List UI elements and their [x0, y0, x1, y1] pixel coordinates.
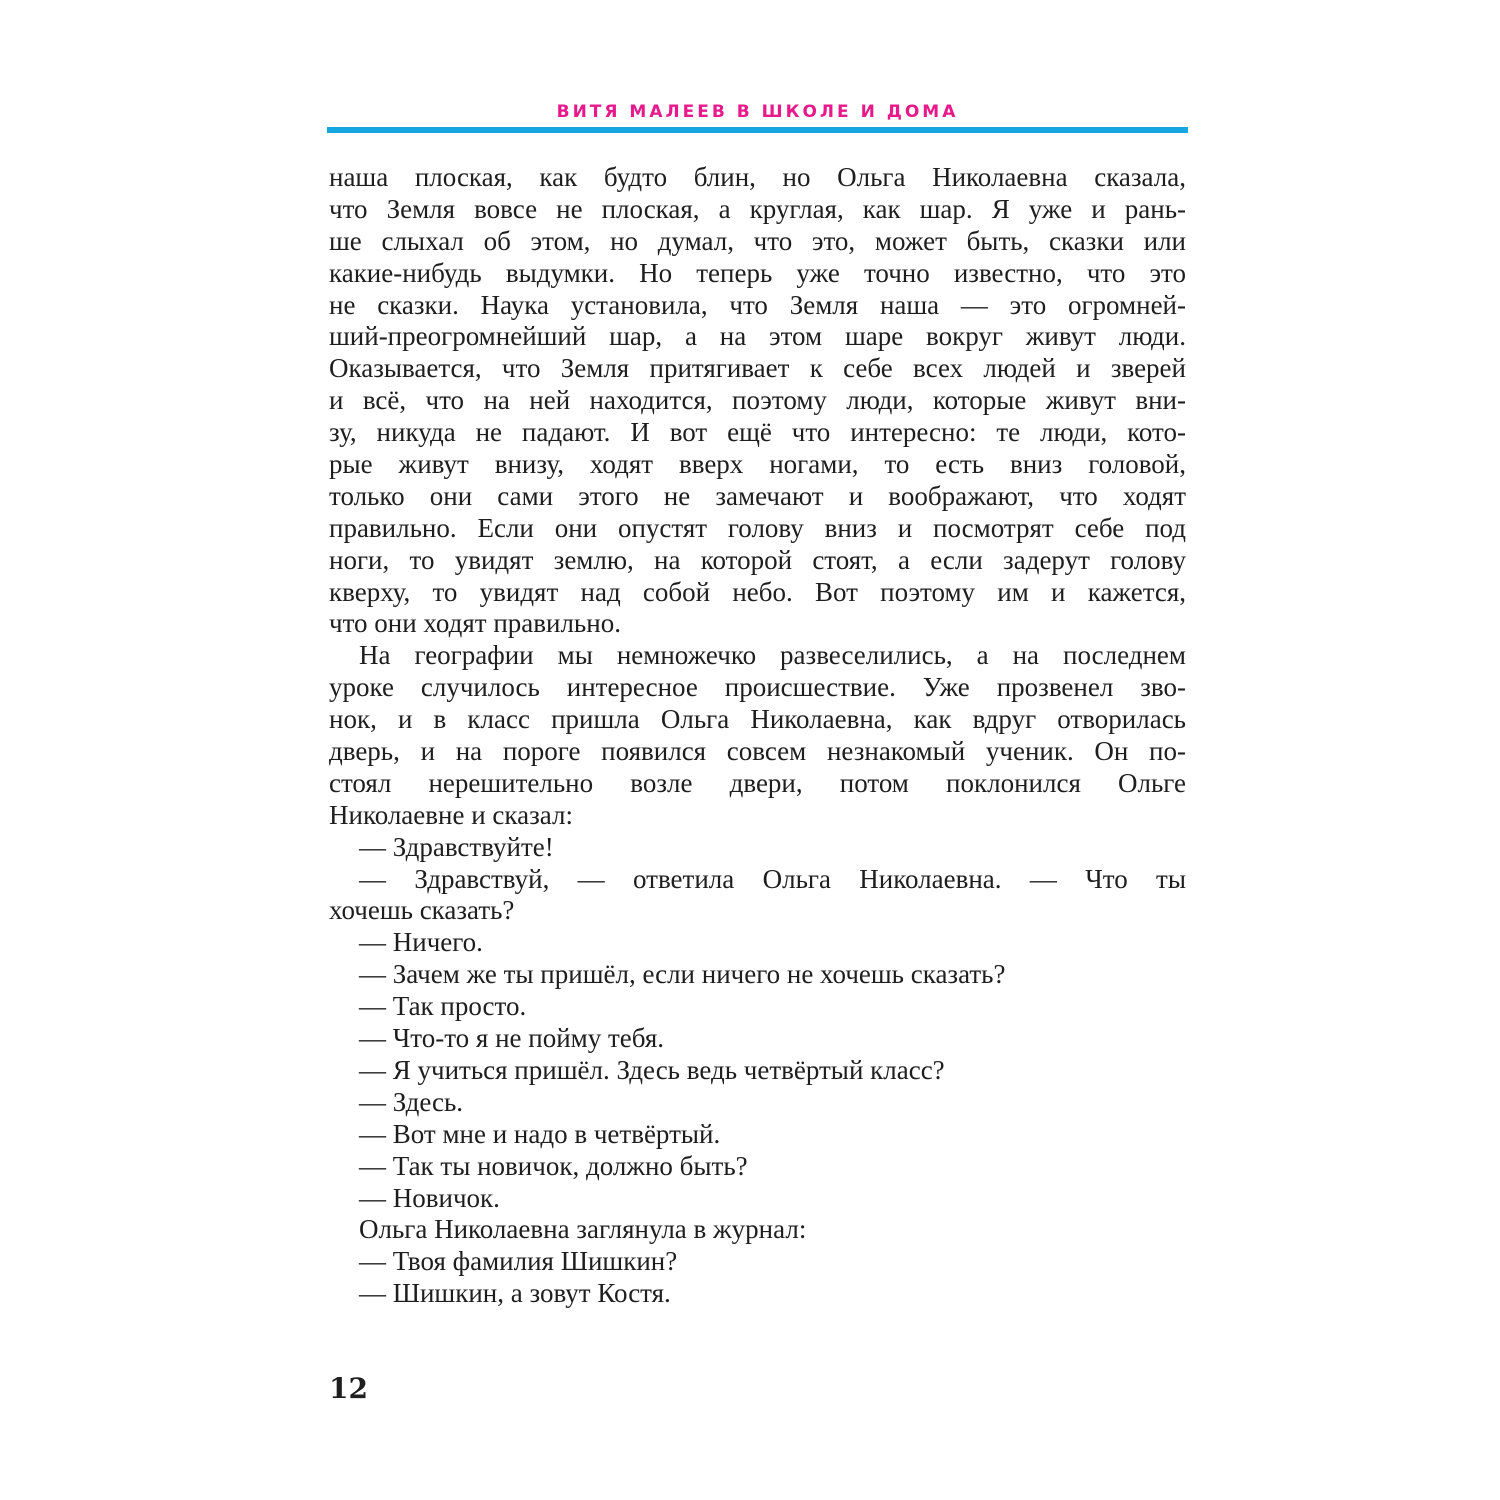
page-number: 12	[329, 1372, 368, 1405]
dialogue-line: — Я учиться пришёл. Здесь ведь четвёртый класс?	[359, 1054, 945, 1085]
text-line: стоял нерешительно возле двери, потом поклонился Ольге	[329, 767, 1186, 798]
dialogue-line: — Так ты новичок, должно быть?	[359, 1150, 748, 1181]
paragraph-start-line: На географии мы немножечко развеселились, а на последнем	[359, 640, 1186, 671]
text-line: рые живут внизу, ходят вверх ногами, то есть вниз головой,	[329, 449, 1186, 480]
text-line: кверху, то увидят над собой небо. Вот поэтому им и кажется,	[329, 576, 1186, 607]
running-head-title: ВИТЯ МАЛЕЕВ В ШКОЛЕ И ДОМА	[556, 102, 959, 122]
text-line: правильно. Если они опустят голову вниз и посмотрят себе под	[329, 512, 1186, 543]
dialogue-line: — Что-то я не пойму тебя.	[359, 1023, 665, 1054]
text-line: уроке случилось интересное происшествие. Уже прозвенел зво-	[329, 672, 1186, 703]
text-line: какие-нибудь выдумки. Но теперь уже точно известно, что это	[329, 257, 1186, 288]
text-line: что Земля вовсе не плоская, а круглая, как шар. Я уже и рань-	[329, 193, 1186, 224]
text-line: ноги, то увидят землю, на которой стоят, а если задерут голову	[329, 544, 1186, 575]
dialogue-line: — Зачем же ты пришёл, если ничего не хочешь сказать?	[359, 959, 1006, 990]
dialogue-line: — Твоя фамилия Шишкин?	[359, 1246, 678, 1277]
dialogue-line: — Здравствуйте!	[359, 831, 554, 862]
dialogue-line: — Здесь.	[359, 1086, 464, 1117]
text-line: наша плоская, как будто блин, но Ольга Николаевна сказала,	[329, 162, 1186, 192]
body-text	[329, 162, 1186, 1310]
text-line: только они сами этого не замечают и воображают, что ходят	[329, 480, 1186, 511]
text-line: дверь, и на пороге появился совсем незнакомый ученик. Он по-	[329, 736, 1186, 767]
text-line: что они ходят правильно.	[329, 608, 621, 639]
header-rule	[327, 127, 1188, 133]
dialogue-line: — Шишкин, а зовут Костя.	[359, 1278, 671, 1309]
paragraph-start-line: Ольга Николаевна заглянула в журнал:	[359, 1214, 807, 1245]
dialogue-line: — Ничего.	[359, 927, 483, 958]
dialogue-line: — Так просто.	[359, 991, 527, 1022]
text-line: Николаевне и сказал:	[329, 799, 573, 830]
text-line: Оказывается, что Земля притягивает к себе всех людей и зверей	[329, 353, 1186, 384]
text-line: ший-преогромнейший шар, а на этом шаре вокруг живут люди.	[329, 321, 1186, 352]
text-line: нок, и в класс пришла Ольга Николаевна, как вдруг отворилась	[329, 704, 1186, 735]
dialogue-line: — Вот мне и надо в четвёртый.	[359, 1118, 721, 1149]
text-line: хочешь сказать?	[329, 895, 515, 926]
dialogue-line: — Новичок.	[359, 1182, 500, 1213]
dialogue-line: — Здравствуй, — ответила Ольга Николаевна. — Что ты	[359, 863, 1186, 894]
text-line: и всё, что на ней находится, поэтому люди, которые живут вни-	[329, 385, 1186, 416]
text-line: зу, никуда не падают. И вот ещё что интересно: те люди, кото-	[329, 417, 1186, 448]
text-line: ше слыхал об этом, но думал, что это, может быть, сказки или	[329, 225, 1186, 256]
text-line: не сказки. Наука установила, что Земля наша — это огромней-	[329, 289, 1186, 320]
